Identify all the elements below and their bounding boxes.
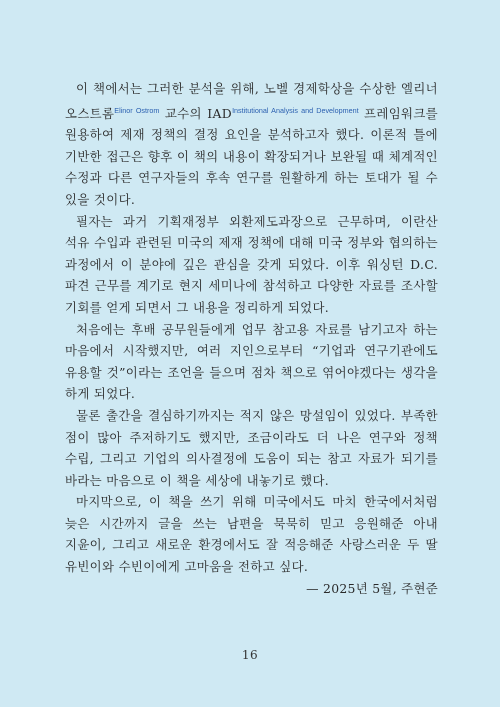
superscript-annotation: Institutional Analysis and Development [232, 105, 359, 115]
paragraph-2: 필자는 과거 기획재정부 외환제도과장으로 근무하며, 이란산 석유 수입과 관련된 미국의 제재 정책에 대해 미국 정부와 협의하는 과정에서 이 분야에 깊은 관심을 갖게 되었다. 이후 워싱턴 D.C. 파견 근무를 계기로 현지 세미나에 참석하고 다양한 자료를 조사할 기회를 얻게 되면서 그 내용을 정리하게 되었다. [65, 213, 438, 315]
author-signature: — 2025년 5월, 주현준 [306, 580, 438, 596]
page-number: 16 [241, 648, 259, 662]
paragraph-text: 교수의 IAD [159, 105, 233, 121]
paragraph-3: 처음에는 후배 공무원들에게 업무 참고용 자료를 남기고자 하는 마음에서 시작했지만, 여러 지인으로부터 “기업과 연구기관에도 유용할 것”이라는 조언을 들으며 점차 책으로 엮어야겠다는 생각을 하게 되었다. [65, 321, 438, 402]
paragraph-text: 이 책에서는 그러한 분석을 위해, 노벨 경제학상을 수상한 엘리너 오스트롬 [65, 81, 438, 121]
paragraph-text: 프레임워크를 원용하여 제재 정책의 결정 요인을 분석하고자 했다. 이론적 틀에 기반한 접근은 향후 이 책의 내용이 확장되거나 보완될 때 체계적인 수정과 다른 연구자들의 후속 연구를 원활하게 하는 토대가 될 수 있을 것이다. [65, 105, 438, 207]
body-text [65, 78, 438, 599]
superscript-annotation: Elinor Ostrom [114, 105, 160, 115]
paragraph-1 [65, 78, 438, 211]
paragraph-4: 물론 출간을 결심하기까지는 적지 않은 망설임이 있었다. 부족한 점이 많아 주저하기도 했지만, 조금이라도 더 나은 연구와 정책 수립, 그리고 기업의 의사결정에 도움이 되는 참고 자료가 되기를 바라는 마음으로 이 책을 세상에 내놓기로 했다. [65, 407, 438, 488]
paragraph-5: 마지막으로, 이 책을 쓰기 위해 미국에서도 마치 한국에서처럼 늦은 시간까지 글을 쓰는 남편을 묵묵히 믿고 응원해준 아내 지윤이, 그리고 새로운 환경에서도 잘 적응해준 사랑스러운 두 딸 유빈이와 수빈이에게 고마움을 전하고 싶다. [65, 494, 438, 575]
